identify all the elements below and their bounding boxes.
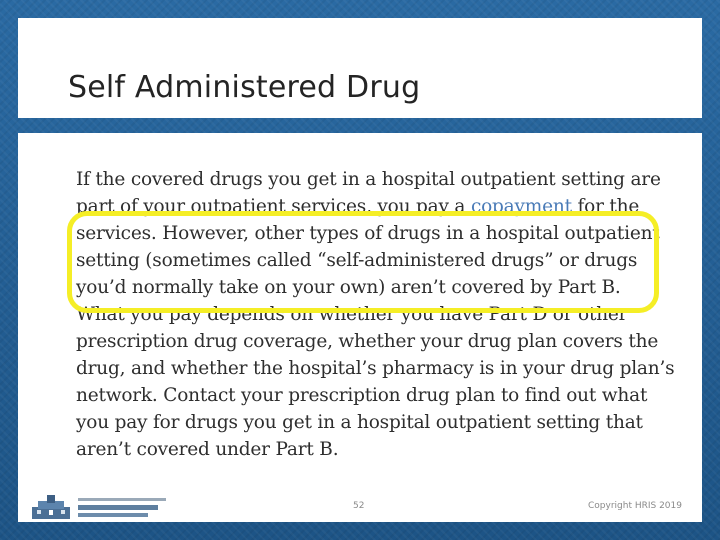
content-panel (18, 133, 702, 522)
paragraph-text: for the (571, 196, 640, 217)
paragraph-line: you pay for drugs you get in a hospital outpatient setting that (76, 412, 643, 433)
logo-graphic (30, 493, 170, 521)
paragraph-line (76, 196, 639, 217)
medicare-paragraph (76, 166, 675, 463)
title-panel (18, 18, 702, 118)
slide-title: Self Administered Drug (68, 70, 421, 105)
paragraph-line: drug, and whether the hospital’s pharmacy is in your drug plan’s (76, 358, 675, 379)
paragraph-line: aren’t covered under Part B. (76, 439, 339, 460)
paragraph-line: prescription drug coverage, whether your drug plan covers the (76, 331, 659, 352)
copayment-link: copayment (470, 196, 572, 217)
paragraph-line: services. However, other types of drugs in a hospital outpatient (76, 223, 660, 244)
paragraph-line: network. Contact your prescription drug plan to find out what (76, 385, 648, 406)
paragraph-text: part of your outpatient services, you pay a (76, 196, 471, 217)
paragraph-line: setting (sometimes called “self-administered drugs” or drugs (76, 250, 638, 271)
paragraph-line: you’d normally take on your own) aren’t covered by Part B. (76, 277, 621, 298)
paragraph-line: What you pay depends on whether you have Part D or other (76, 304, 628, 325)
document-excerpt-image (68, 158, 680, 473)
hospital-logo-icon (30, 493, 170, 521)
paragraph-line: If the covered drugs you get in a hospital outpatient setting are (76, 169, 661, 190)
copyright-text: Copyright HRIS 2019 (588, 501, 682, 511)
slide-number: 52 (353, 501, 365, 511)
